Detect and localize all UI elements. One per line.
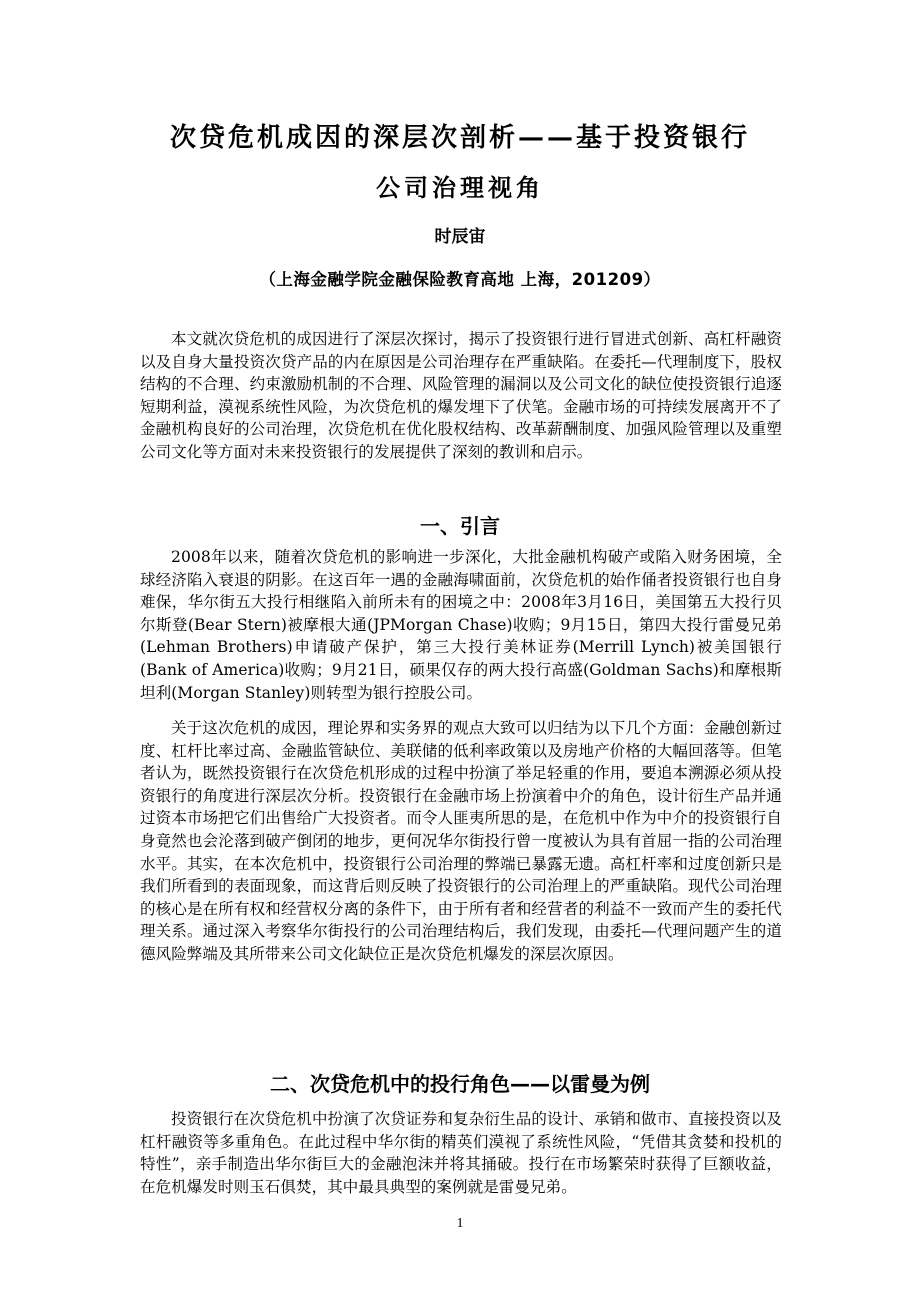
title-line-2: 公司治理视角 [376,173,544,202]
body-paragraph: 投资银行在次贷危机中扮演了次贷证券和复杂衍生品的设计、承销和做市、直接投资以及杠杆融资等多重角色。在此过程中华尔街的精英们漠视了系统性风险，“凭借其贪婪和投机的特性”，亲手制造出华尔街巨大的金融泡沫并将其捅破。投行在市场繁荣时获得了巨额收益，在危机爆发时则玉石俱焚，其中最具典型的案例就是雷曼兄弟。 [140,1110,782,1196]
section-heading-introduction: 一、引言 [420,514,500,538]
section-heading-investment-bank-role: 二、次贷危机中的投行角色——以雷曼为例 [270,1072,650,1096]
abstract-paragraph: 本文就次贷危机的成因进行了深层次探讨，揭示了投资银行进行冒进式创新、高杠杆融资以及自身大量投资次贷产品的内在原因是公司治理存在严重缺陷。在委托—代理制度下，股权结构的不合理、约束激励机制的不合理、风险管理的漏洞以及公司文化的缺位使投资银行追逐短期利益，漠视系统性风险，为次贷危机的爆发埋下了伏笔。金融市场的可持续发展离开不了金融机构良好的公司治理，次贷危机在优化股权结构、改革薪酬制度、加强风险管理以及重塑公司文化等方面对未来投资银行的发展提供了深刻的教训和启示。 [140,330,782,461]
body-paragraph: 2008年以来，随着次贷危机的影响进一步深化，大批金融机构破产或陷入财务困境，全球经济陷入衰退的阴影。在这百年一遇的金融海啸面前，次贷危机的始作俑者投资银行也自身难保，华尔街五大投行相继陷入前所未有的困境之中：2008年3月16日，美国第五大投行贝尔斯登(Bear Stern)被摩根大通(JPMorgan Chase)收购；9月15日，第四大投行雷曼兄弟(Lehman Brothers)申请破产保护，第三大投行美林证券(Merrill Lynch)被美国银行(Bank of America)收购；9月21日，硕果仅存的两大投行高盛(Goldman Sachs)和摩根斯坦利(Morgan Stanley)则转型为银行控股公司。 [140,548,782,702]
page-number: 1 [456,1216,464,1231]
affiliation: （上海金融学院金融保险教育高地 上海，201209） [259,270,661,289]
author: 时辰宙 [434,227,486,247]
body-paragraph: 关于这次危机的成因，理论界和实务界的观点大致可以归结为以下几个方面：金融创新过度、杠杆比率过高、金融监管缺位、美联储的低利率政策以及房地产价格的大幅回落等。但笔者认为，既然投资银行在次贷危机形成的过程中扮演了举足轻重的作用，要追本溯源必须从投资银行的角度进行深层次分析。投资银行在金融市场上扮演着中介的角色，设计衍生产品并通过资本市场把它们出售给广大投资者。而令人匪夷所思的是，在危机中作为中介的投资银行自身竟然也会沦落到破产倒闭的地步，更何况华尔街投行曾一度被认为具有首屈一指的公司治理水平。其实，在本次危机中，投资银行公司治理的弊端已暴露无遗。高杠杆率和过度创新只是我们所看到的表面现象，而这背后则反映了投资银行的公司治理上的严重缺陷。现代公司治理的核心是在所有权和经营权分离的条件下，由于所有者和经营者的利益不一致而产生的委托代理关系。通过深入考察华尔街投行的公司治理结构后，我们发现，由委托—代理问题产生的道德风险弊端及其所带来公司文化缺位正是次贷危机爆发的深层次原因。 [140,719,782,963]
title-line-1: 次贷危机成因的深层次剖析——基于投资银行 [169,123,750,153]
